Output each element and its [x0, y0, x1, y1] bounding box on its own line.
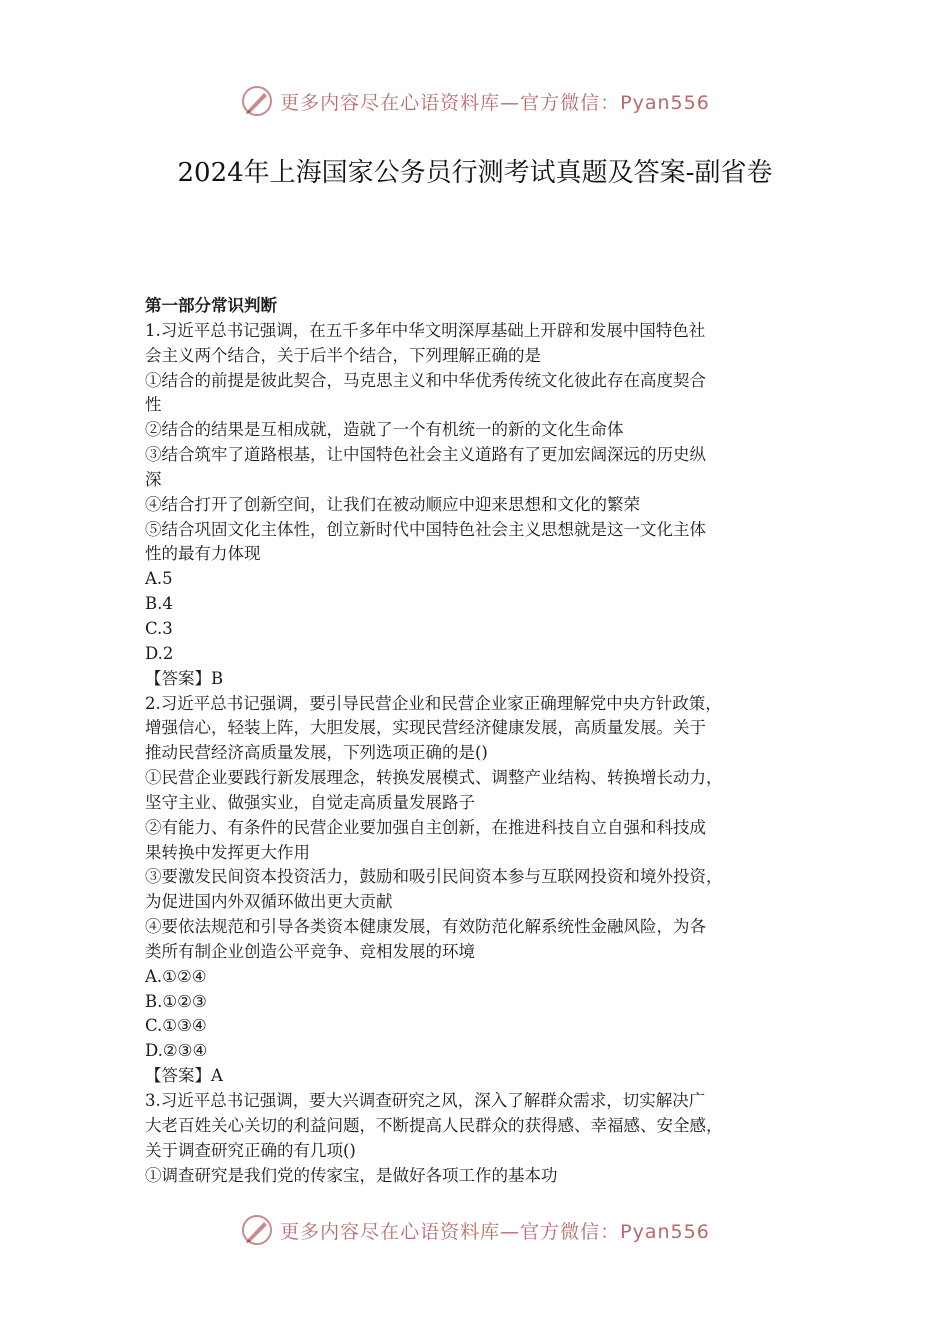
question-lines [145, 319, 815, 1189]
pen-logo-icon [240, 1213, 274, 1247]
text-line: 增强信心，轻装上阵，大胆发展，实现民营经济健康发展，高质量发展。关于 [145, 718, 706, 738]
text-line: 为促进国内外双循环做出更大贡献 [145, 892, 393, 912]
text-line: 【答案】B [145, 668, 224, 688]
text-line: ⑤结合巩固文化主体性，创立新时代中国特色社会主义思想就是这一文化主体 [145, 519, 706, 539]
text-line: B.①②③ [145, 991, 207, 1011]
text-line: 2.习近平总书记强调，要引导民营企业和民营企业家正确理解党中央方针政策， [145, 693, 722, 713]
page-title: 2024年上海国家公务员行测考试真题及答案-副省卷 [177, 158, 773, 188]
watermark-text: 更多内容尽在心语资料库—官方微信：Pyan556 [280, 1220, 710, 1243]
text-line: ④结合打开了创新空间，让我们在被动顺应中迎来思想和文化的繁荣 [145, 494, 640, 514]
text-line: 关于调查研究正确的有几项() [145, 1140, 356, 1160]
text-line: 深 [145, 469, 162, 489]
text-line: A.5 [145, 569, 173, 589]
section-heading: 第一部分常识判断 [145, 296, 277, 315]
text-line: 性的最有力体现 [145, 544, 261, 564]
document-body [145, 294, 815, 1188]
text-line: ②结合的结果是互相成就，造就了一个有机统一的新的文化生命体 [145, 420, 624, 440]
text-line: A.①②④ [145, 966, 207, 986]
text-line: 果转换中发挥更大作用 [145, 842, 310, 862]
text-line: 【答案】A [145, 1066, 223, 1086]
text-line: 推动民营经济高质量发展，下列选项正确的是() [145, 743, 488, 763]
text-line: C.①③④ [145, 1016, 207, 1036]
pen-logo-icon [240, 84, 274, 118]
text-line: D.2 [145, 643, 174, 663]
watermark-text: 更多内容尽在心语资料库—官方微信：Pyan556 [280, 91, 710, 114]
text-line: ②有能力、有条件的民营企业要加强自主创新，在推进科技自立自强和科技成 [145, 817, 706, 837]
watermark-footer [0, 1213, 950, 1247]
text-line: B.4 [145, 594, 173, 614]
text-line: 坚守主业、做强实业，自觉走高质量发展路子 [145, 792, 475, 812]
text-line: ①调查研究是我们党的传家宝，是做好各项工作的基本功 [145, 1165, 558, 1185]
text-line: ①民营企业要践行新发展理念，转换发展模式、调整产业结构、转换增长动力， [145, 768, 723, 788]
text-line: 会主义两个结合，关于后半个结合，下列理解正确的是 [145, 345, 541, 365]
text-line: 类所有制企业创造公平竞争、竞相发展的环境 [145, 941, 475, 961]
text-line: 大老百姓关心关切的利益问题，不断提高人民群众的获得感、幸福感、安全感， [145, 1115, 723, 1135]
text-line: ①结合的前提是彼此契合，马克思主义和中华优秀传统文化彼此存在高度契合 [145, 370, 706, 390]
watermark-header [0, 84, 950, 118]
text-line: ④要依法规范和引导各类资本健康发展，有效防范化解系统性金融风险，为各 [145, 917, 706, 937]
text-line: 性 [145, 395, 162, 415]
text-line: 1.习近平总书记强调，在五千多年中华文明深厚基础上开辟和发展中国特色社 [145, 320, 706, 340]
text-line: 3.习近平总书记强调，要大兴调查研究之风，深入了解群众需求，切实解决广 [145, 1091, 706, 1110]
text-line: C.3 [145, 618, 173, 638]
text-line: ③结合筑牢了道路根基，让中国特色社会主义道路有了更加宏阔深远的历史纵 [145, 445, 706, 465]
text-line: D.②③④ [145, 1041, 208, 1061]
text-line: ③要激发民间资本投资活力，鼓励和吸引民间资本参与互联网投资和境外投资， [145, 867, 723, 887]
